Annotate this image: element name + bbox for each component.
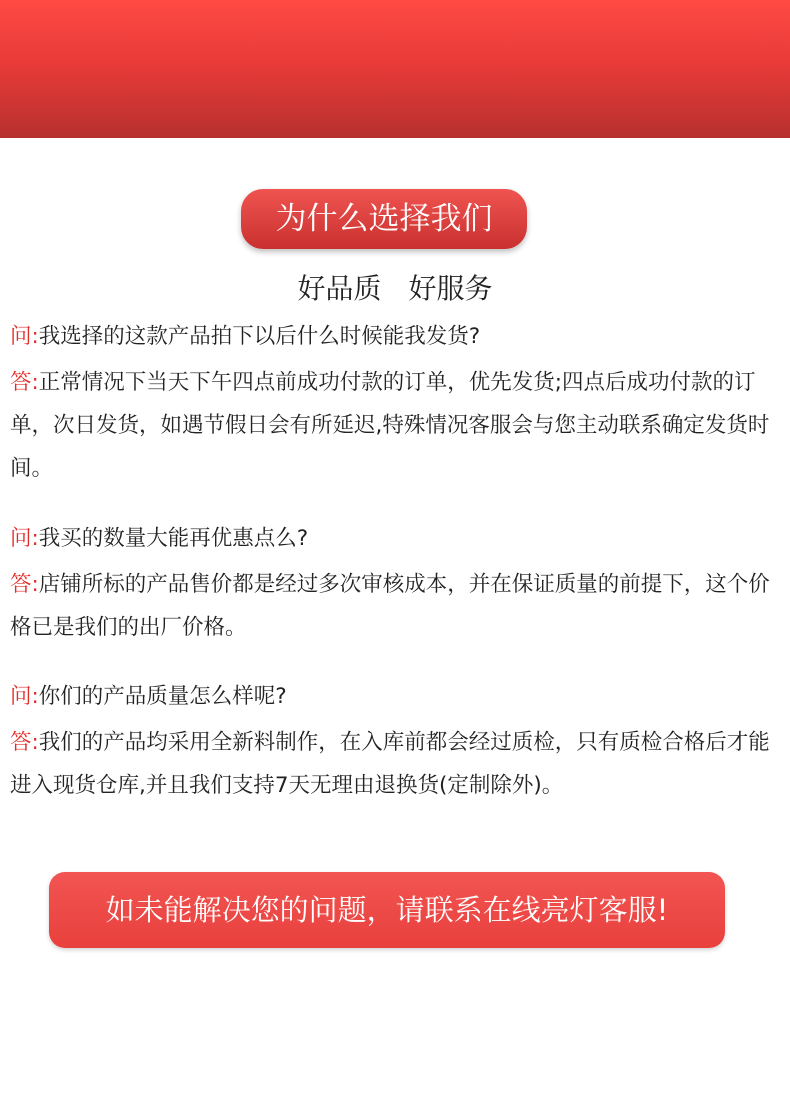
question-prefix: 问: — [10, 526, 39, 551]
faq-answer — [10, 721, 785, 807]
question-prefix: 问: — [10, 324, 39, 349]
question-text: 我选择的这款产品拍下以后什么时候能我发货? — [38, 324, 481, 349]
faq-item-3 — [10, 675, 785, 807]
subtitle: 好品质 好服务 — [297, 272, 493, 305]
answer-prefix: 答: — [10, 370, 39, 395]
faq-item-2 — [10, 517, 785, 649]
answer-text: 我们的产品均采用全新料制作，在入库前都会经过质检，只有质检合格后才能进入现货仓库,并且我们支持7天无理由退换货(定制除外)。 — [10, 730, 770, 798]
faq-answer — [10, 563, 785, 649]
section-title-badge: 为什么选择我们 — [241, 189, 527, 249]
answer-prefix: 答: — [10, 572, 39, 597]
question-prefix: 问: — [10, 684, 39, 709]
answer-text: 正常情况下当天下午四点前成功付款的订单，优先发货;四点后成功付款的订单，次日发货，如遇节假日会有所延迟,特殊情况客服会与您主动联系确定发货时间。 — [10, 370, 770, 481]
question-text: 我买的数量大能再优惠点么? — [38, 526, 309, 551]
contact-support-banner: 如未能解决您的问题，请联系在线亮灯客服! — [49, 872, 725, 948]
faq-question — [10, 675, 785, 718]
answer-prefix: 答: — [10, 730, 39, 755]
faq-question — [10, 517, 785, 560]
faq-item-1 — [10, 315, 785, 490]
answer-text: 店铺所标的产品售价都是经过多次审核成本，并在保证质量的前提下，这个价格已是我们的出厂价格。 — [10, 572, 770, 640]
top-banner — [0, 0, 790, 138]
question-text: 你们的产品质量怎么样呢? — [38, 684, 287, 709]
faq-answer — [10, 361, 785, 490]
faq-question — [10, 315, 785, 358]
